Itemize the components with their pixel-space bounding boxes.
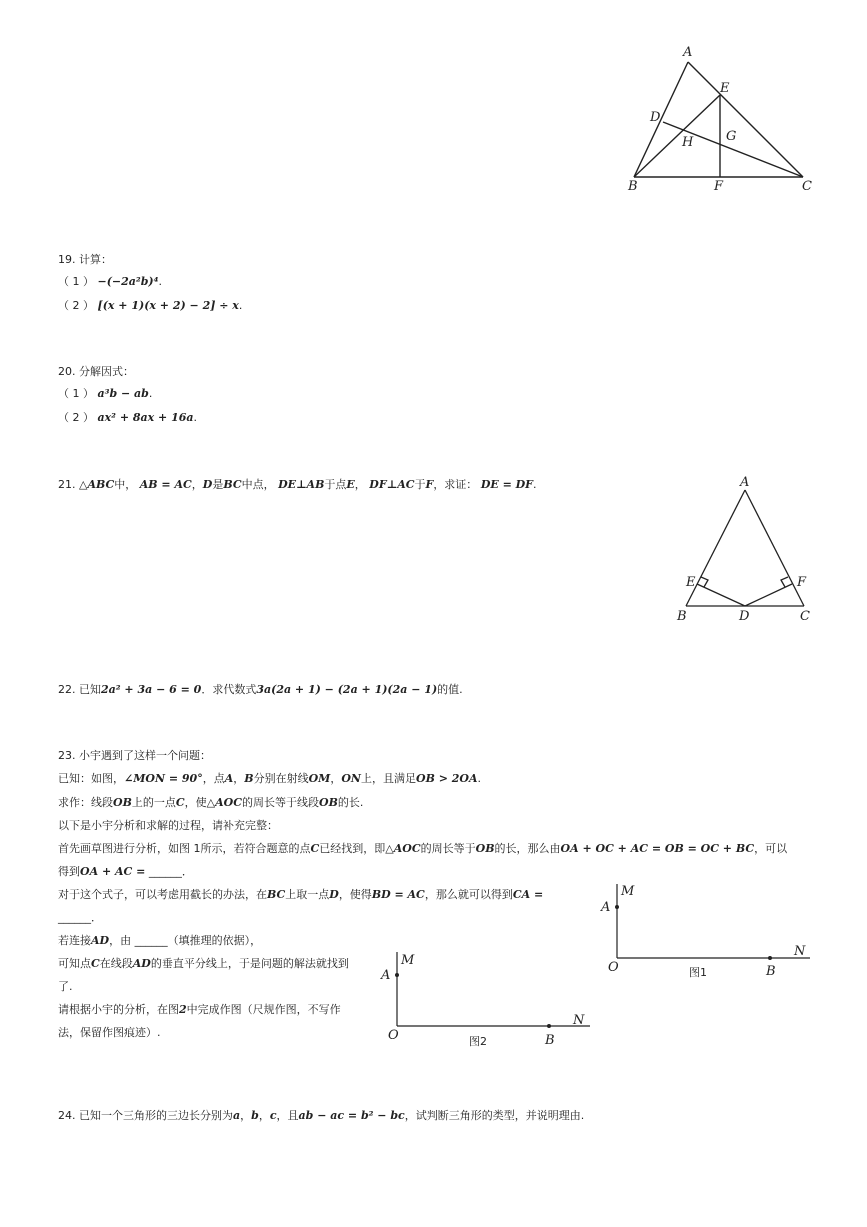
- math-expression: [(x + 1)(x + 2) − 2] ÷ x: [97, 299, 239, 312]
- label-a: A: [381, 968, 391, 983]
- label-d: D: [650, 110, 661, 125]
- q20-title: 20. 分解因式：: [58, 365, 134, 378]
- label-m: M: [621, 884, 635, 899]
- item-number: （ 1 ）: [58, 275, 94, 288]
- q23-task-end: 法，保留作图痕迹）.: [58, 1026, 161, 1039]
- label-o: O: [608, 960, 619, 975]
- q23-title: 23. 小宇遇到了这样一个问题：: [58, 749, 211, 762]
- label-h: H: [682, 135, 694, 150]
- label-e: E: [720, 81, 730, 96]
- label-d: D: [739, 609, 750, 624]
- q23-fill-line-1: 得到OA + AC = ______．: [58, 865, 193, 878]
- label-f: F: [714, 179, 724, 194]
- math-expression: −(−2a²b)⁴: [97, 275, 159, 288]
- math-expression: ax² + 8ax + 16a: [97, 411, 194, 424]
- item-number: （ 2 ）: [58, 299, 94, 312]
- q21-statement: 21. △ABC中， AB = AC，D是BC中点， DE⊥AB于点E， DF⊥AC于F，求证： DE = DF.: [58, 478, 537, 491]
- label-c: C: [800, 609, 810, 624]
- q24-statement: 24. 已知一个三角形的三边长分别为a，b，c，且ab − ac = b² − bc，试判断三角形的类型，并说明理由.: [58, 1109, 585, 1122]
- answer-blank[interactable]: ______: [148, 865, 182, 878]
- answer-blank[interactable]: ______: [58, 911, 91, 924]
- q23-given: 已知：如图，∠MON = 90°，点A，B分别在射线OM，ON上，且满足OB > 2OA.: [58, 772, 482, 785]
- answer-blank[interactable]: ______: [134, 934, 168, 947]
- q23-fill-line-4: 若连接AD，由 ______（填推理的依据），: [58, 934, 262, 947]
- label-o: O: [388, 1028, 399, 1043]
- label-b: B: [766, 964, 776, 979]
- q23-fill-line-2: 对于这个式子，可以考虑用截长的办法，在BC上取一点D，使得BD = AC，那么就可以得到CA =: [58, 888, 544, 901]
- q23-construct: 求作：线段OB上的一点C，使△AOC的周长等于线段OB的长.: [58, 796, 364, 809]
- item-number: （ 2 ）: [58, 411, 94, 424]
- figure-2-caption: 图2: [469, 1035, 487, 1048]
- label-e: E: [686, 575, 696, 590]
- label-c: C: [802, 179, 812, 194]
- q23-intro: 以下是小宇分析和求解的过程，请补充完整：: [58, 819, 278, 832]
- period: .: [238, 299, 243, 312]
- label-a: A: [740, 475, 750, 490]
- figure-1-caption: 图1: [689, 966, 707, 979]
- q23-conclusion-end: 了.: [58, 980, 73, 993]
- q23-analysis: 首先画草图进行分析，如图 1所示，若符合题意的点C已经找到，即△AOC的周长等于OB的长，那么由OA + OC + AC = OB = OC + BC，可以: [58, 842, 788, 855]
- label-b: B: [545, 1033, 555, 1048]
- label-b: B: [628, 179, 638, 194]
- q23-task: 请根据小宇的分析，在图2中完成作图（尺规作图，不写作: [58, 1003, 341, 1016]
- q22-statement: 22. 已知2a² + 3a − 6 = 0．求代数式3a(2a + 1) − (2a + 1)(2a − 1)的值.: [58, 683, 463, 696]
- label-g: G: [726, 129, 737, 144]
- q23-fill-line-3: ______．: [58, 911, 102, 924]
- item-number: （ 1 ）: [58, 387, 94, 400]
- period: .: [148, 387, 153, 400]
- q19-title: 19. 计算：: [58, 253, 112, 266]
- label-f: F: [797, 575, 807, 590]
- period: .: [158, 275, 162, 288]
- q23-conclusion: 可知点C在线段AD的垂直平分线上，于是问题的解法就找到: [58, 957, 349, 970]
- label-b: B: [677, 609, 687, 624]
- label-m: M: [401, 953, 415, 968]
- label-a: A: [601, 900, 611, 915]
- label-a: A: [683, 45, 693, 60]
- math-expression: a³b − ab: [97, 387, 149, 400]
- period: .: [193, 411, 198, 424]
- label-n: N: [573, 1013, 585, 1028]
- label-n: N: [794, 944, 806, 959]
